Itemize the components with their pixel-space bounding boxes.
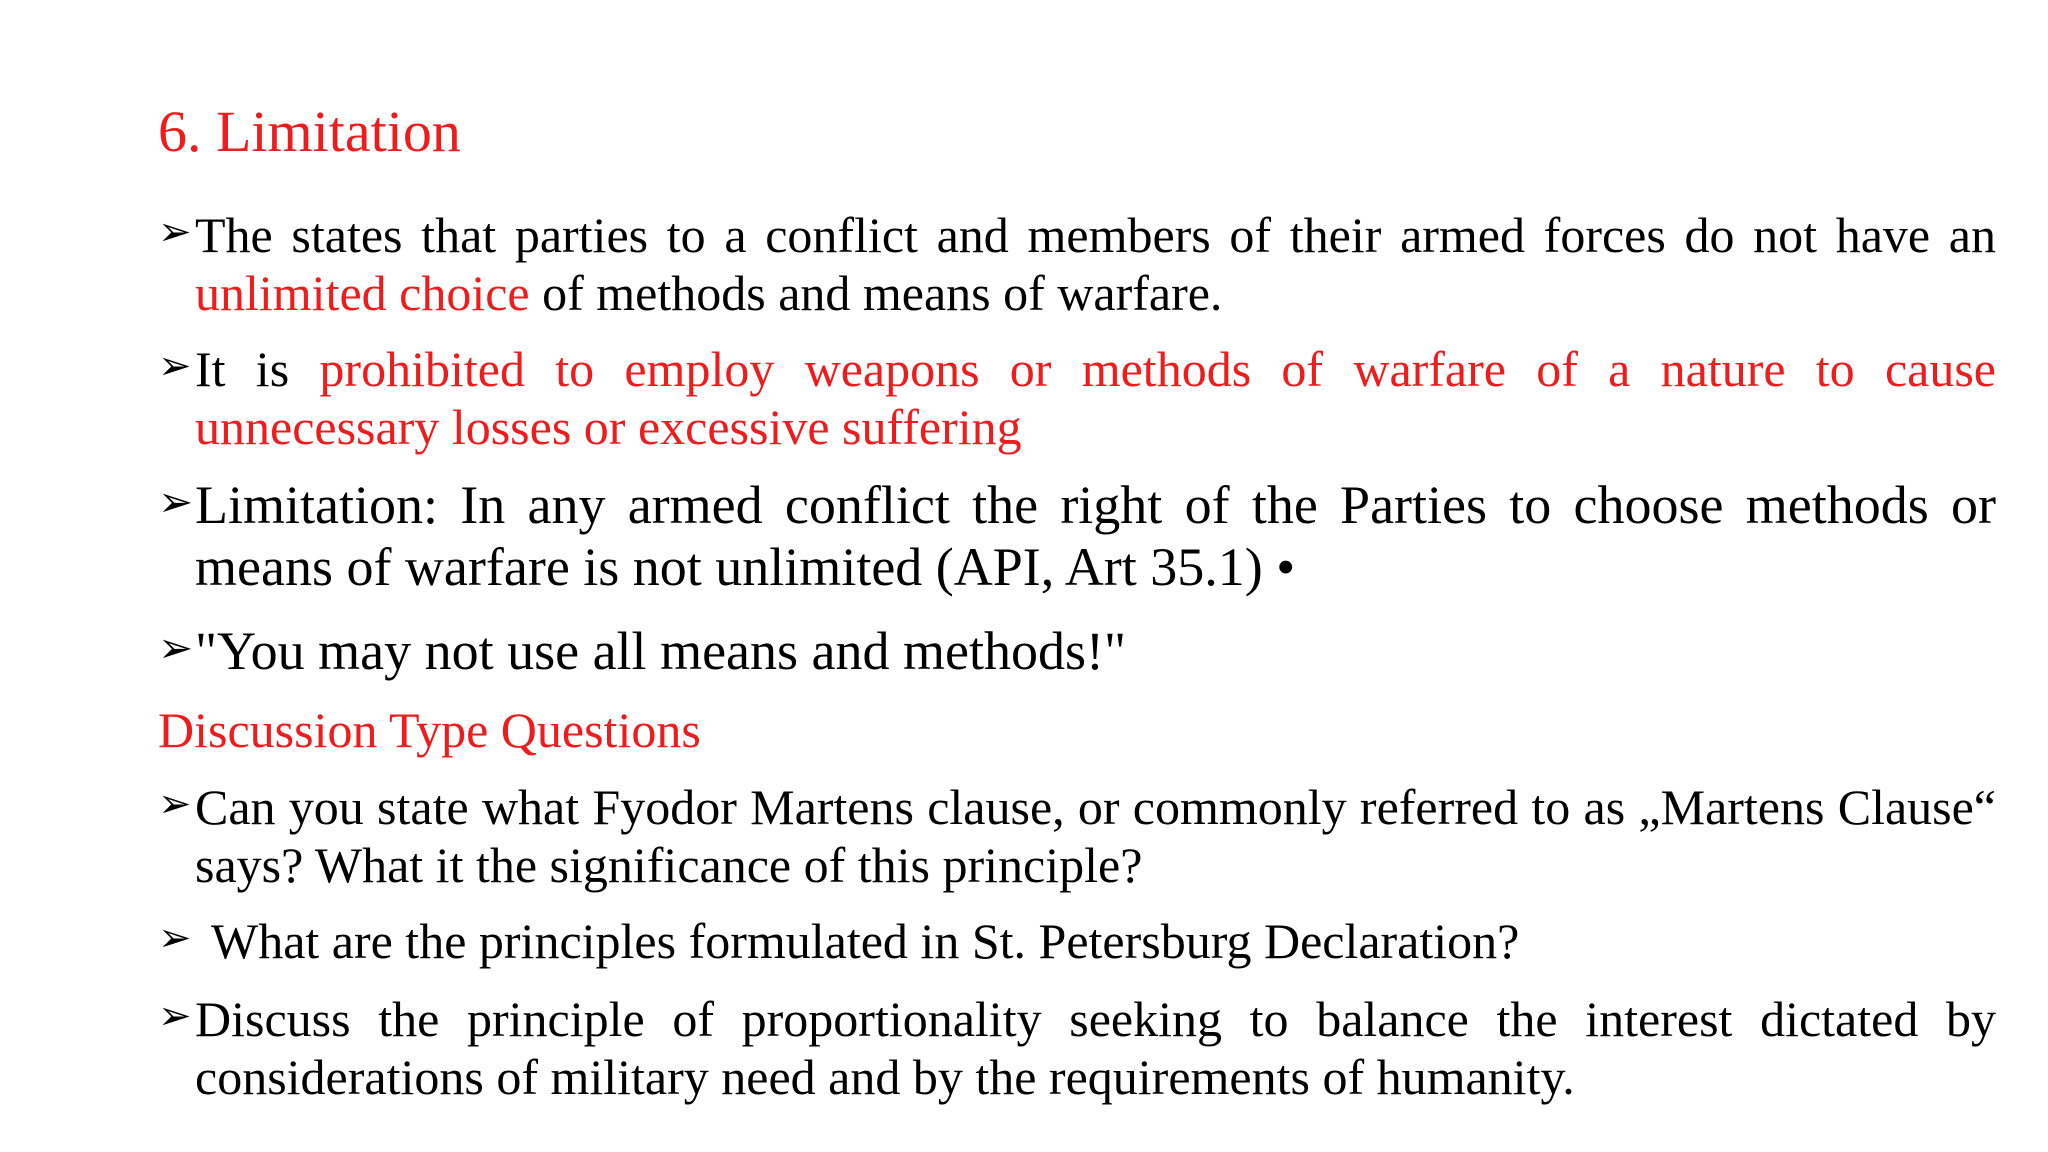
question-martens-clause	[158, 778, 1996, 894]
question-text: Can you state what Fyodor Martens clause, or commonly referred to as „Martens Clause“ says? What it the significance of this principle?	[195, 779, 1996, 893]
question-proportionality	[158, 990, 1996, 1106]
bullet-quote	[158, 620, 1996, 682]
slide-title: 6. Limitation	[158, 99, 461, 164]
bullet-unlimited-choice	[158, 206, 1996, 322]
bullet-text: "You may not use all means and methods!"	[195, 621, 1126, 681]
highlight-text: prohibited to employ weapons or methods of warfare of a nature to cause unnecessary losses or excessive suffering	[195, 341, 1996, 455]
question-text: What are the principles formulated in St. Petersburg Declaration?	[211, 913, 1520, 969]
bullet-prohibited-weapons	[158, 340, 1996, 456]
arrow-bullet-icon: ➢	[158, 343, 192, 389]
bullet-text: It is prohibited to employ weapons or methods of warfare of a nature to cause unnecessary losses or excessive suffering	[195, 341, 1996, 455]
question-st-petersburg	[158, 912, 1996, 970]
highlight-text: unlimited choice	[195, 265, 530, 321]
arrow-bullet-icon: ➢	[158, 209, 192, 255]
arrow-bullet-icon: ➢	[158, 477, 194, 526]
bullet-text: The states that parties to a conflict and members of their armed forces do not have an unlimited choice of methods and means of warfare.	[195, 207, 1996, 321]
question-text: Discuss the principle of proportionality seeking to balance the interest dictated by considerations of military need and by the requirements of humanity.	[195, 991, 1996, 1105]
arrow-bullet-icon: ➢	[158, 781, 192, 827]
arrow-bullet-icon: ➢	[158, 915, 192, 961]
arrow-bullet-icon: ➢	[158, 993, 192, 1039]
section-heading: Discussion Type Questions	[158, 702, 701, 758]
arrow-bullet-icon: ➢	[158, 623, 194, 672]
bullet-text: Limitation: In any armed conflict the right of the Parties to choose methods or means of warfare is not unlimited (API, Art 35.1) •	[195, 475, 1996, 597]
bullet-limitation-api	[158, 474, 1996, 598]
